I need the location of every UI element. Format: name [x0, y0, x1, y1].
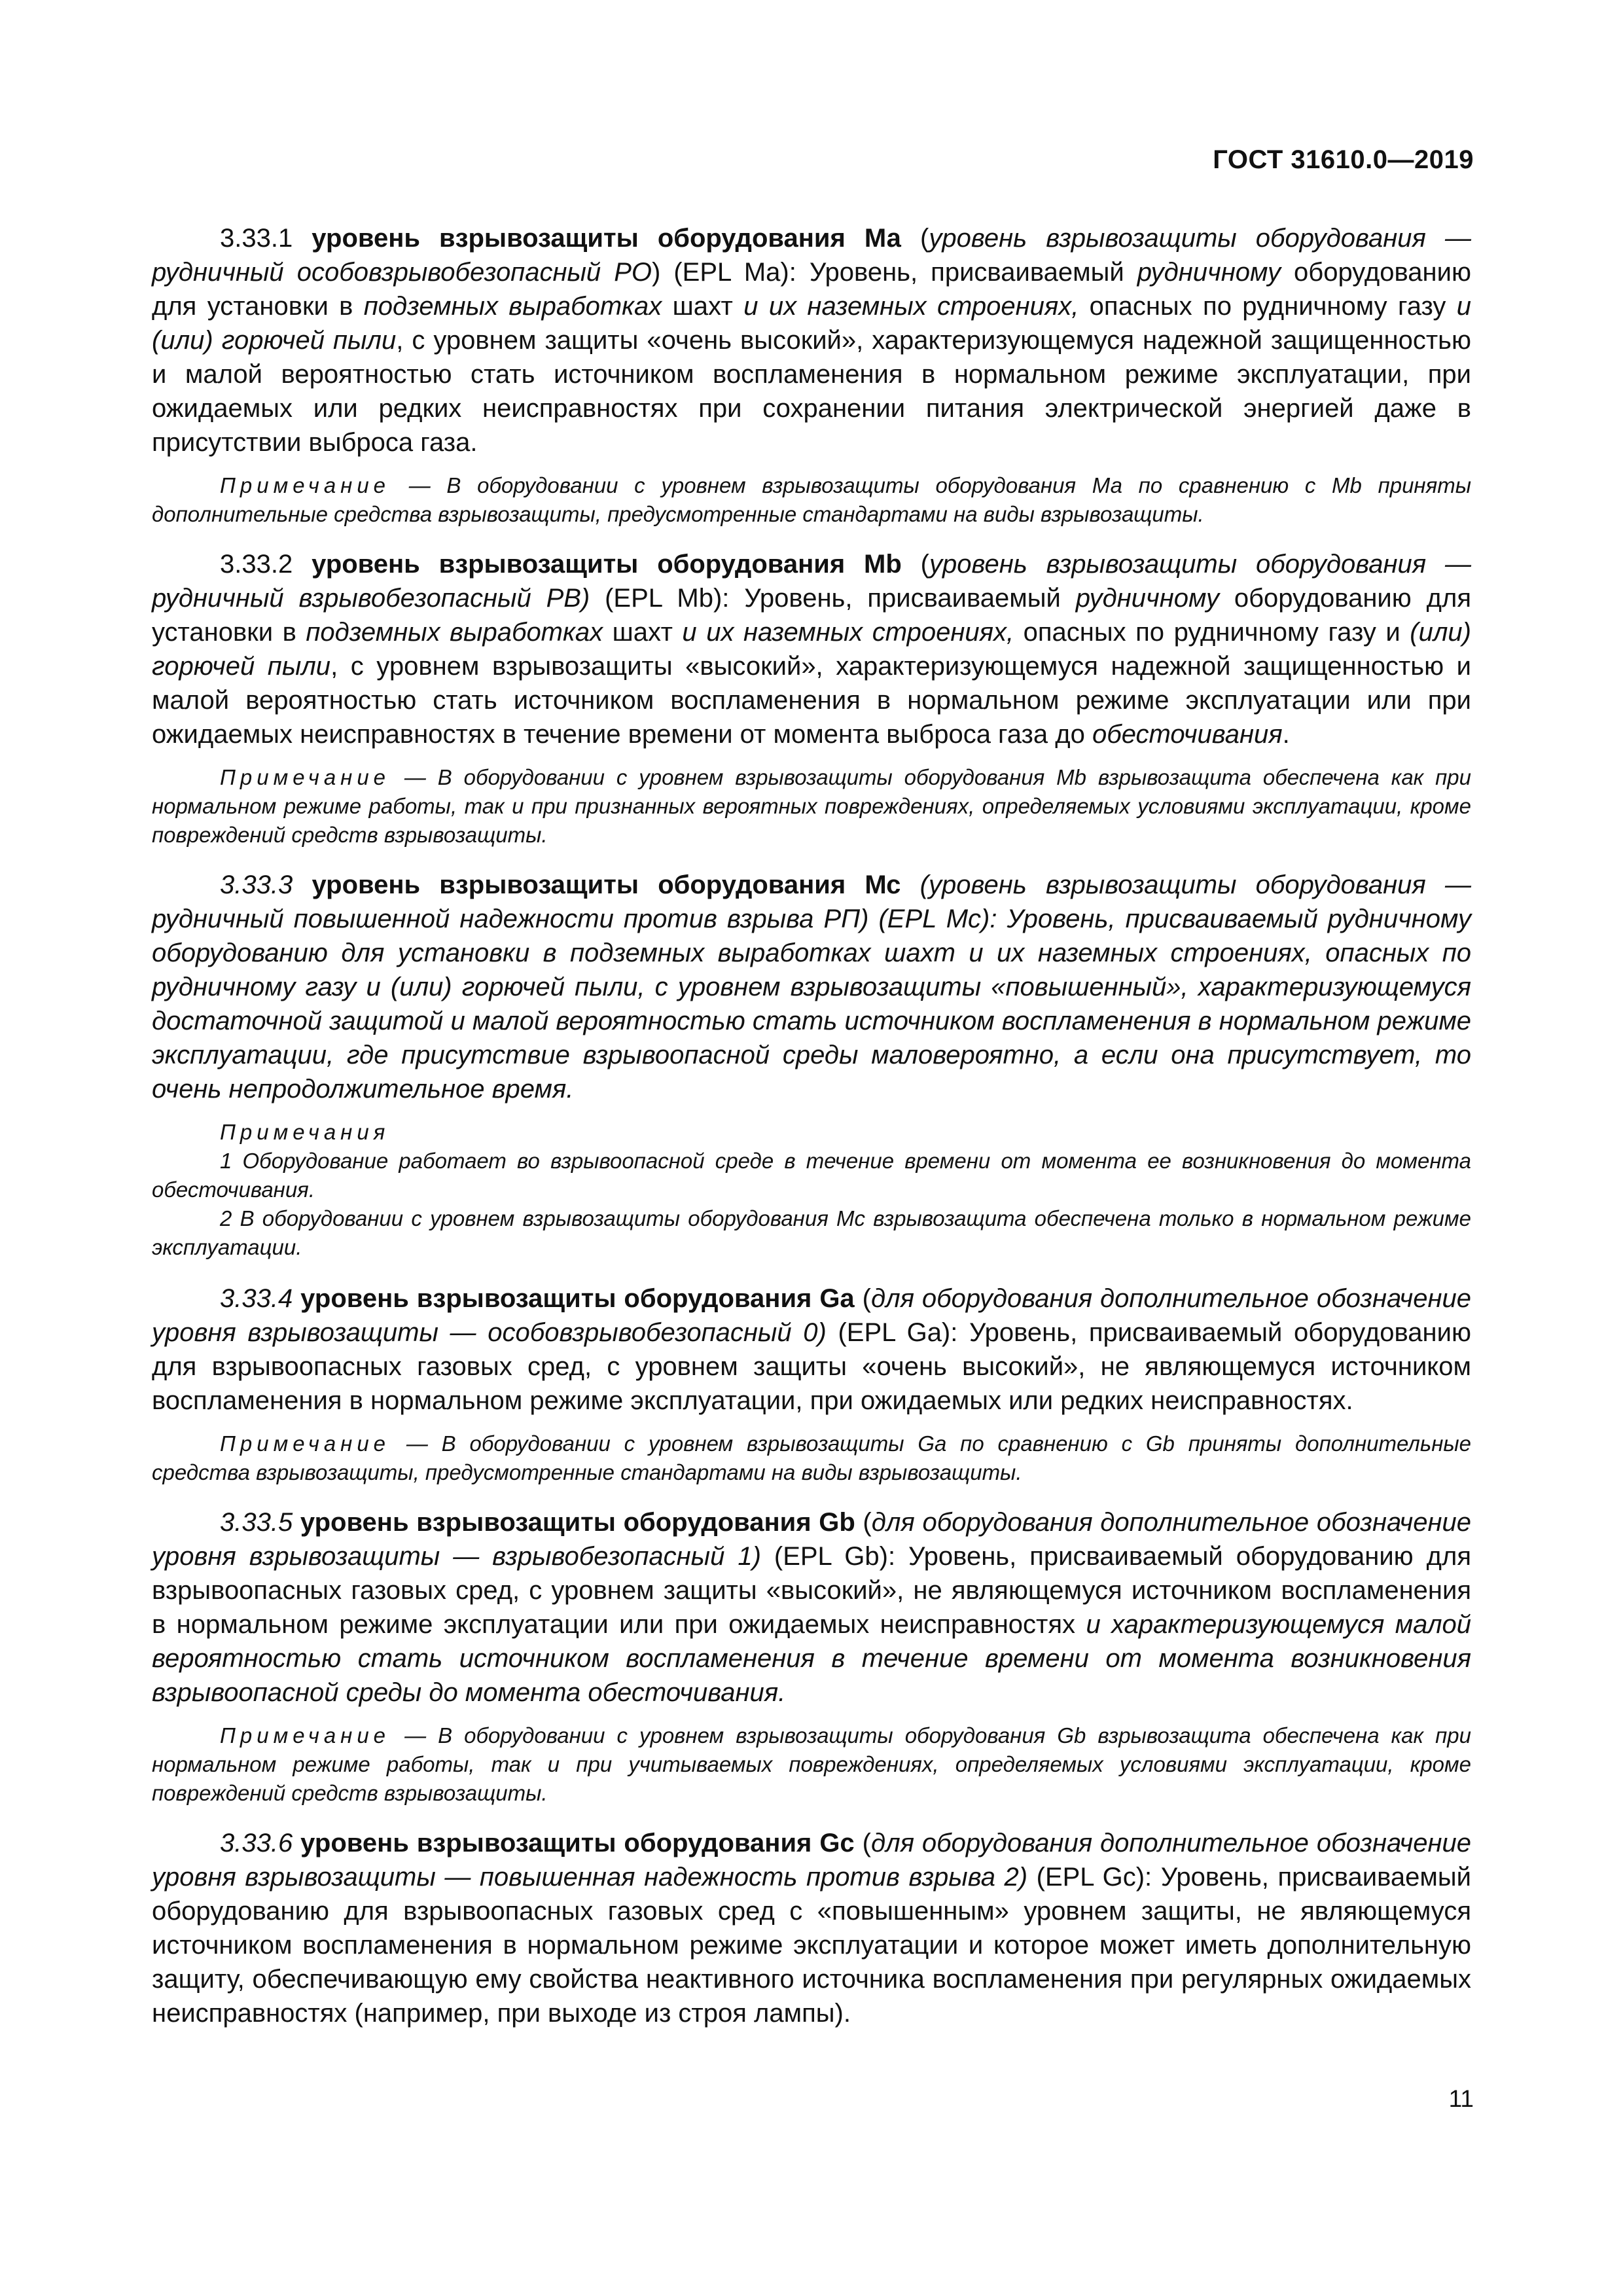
clause-number: 3.33.2 — [220, 550, 293, 579]
term: уровень взрывозащиты оборудования Мс — [312, 870, 901, 899]
page-number: 11 — [1448, 2085, 1474, 2112]
definition-3-33-3: 3.33.3 уровень взрывозащиты оборудования Мс (уровень взрывозащиты оборудования — рудничный повышенной надежности против взрыва РП) (EPL Mc): Уровень, присваиваемый рудничному оборудованию для установки в подземных выработках шахт и их наземных строениях, опасных по рудничному газу и (или) горючей пыли, с уровнем взрывозащиты «повышенный», характеризующемуся достаточной защитой и малой вероятностью стать источником воспламенения в нормальном режиме эксплуатации, где присутствие взрывоопасной среды маловероятно, а если она присутствует, то очень непродолжительное время. — [152, 870, 1471, 1103]
definition-3-33-2: 3.33.2 уровень взрывозащиты оборудования Mb (уровень взрывозащиты оборудования — рудничный взрывобезопасный РВ) (EPL Mb): Уровень, присваиваемый рудничному оборудованию для установки в подземных выработках шахт и их наземных строениях, опасных по рудничному газу и (или) горючей пыли, с уровнем взрывозащиты «высокий», характеризующемуся надежной защищенностью и малой вероятностью стать источником воспламенения в нормальном режиме эксплуатации или при ожидаемых неисправностях в течение времени от момента выброса газа до обесточивания. — [152, 550, 1472, 749]
clause-number: 3.33.1 — [220, 224, 293, 253]
note-text: — В оборудовании с уровнем взрывозащиты оборудования Ма по сравнению с Mb приняты дополнительные средства взрывозащиты, предусмотренные стандартами на виды взрывозащиты. — [152, 473, 1471, 526]
term: уровень взрывозащиты оборудования Mb — [312, 550, 902, 579]
term: уровень взрывозащиты оборудования Ма — [312, 224, 901, 253]
term: уровень взрывозащиты оборудования Gb — [300, 1508, 855, 1537]
document-code-header: ГОСТ 31610.0—2019 — [1213, 145, 1474, 174]
definition-3-33-5: 3.33.5 уровень взрывозащиты оборудования Gb (для оборудования дополнительное обозначение уровня взрывозащиты — взрывобезопасный 1) (EPL Gb): Уровень, присваиваемый оборудованию для взрывоопасных газовых сред, с уровнем защиты «высокий», не являющемуся источником воспламенения в нормальном режиме эксплуатации или при ожидаемых неисправностях и характеризующемуся малой вероятностью стать источником воспламенения в течение времени от момента возникновения взрывоопасной среды до момента обесточивания. — [152, 1508, 1472, 1707]
note-3-33-1 — [152, 471, 1471, 529]
note-3-33-5 — [152, 1721, 1471, 1808]
term: уровень взрывозащиты оборудования Ga — [300, 1284, 855, 1313]
note-text: — В оборудовании с уровнем взрывозащиты Ga по сравнению с Gb приняты дополнительные средства взрывозащиты, предусмотренные стандартами на виды взрывозащиты. — [152, 1431, 1471, 1484]
notes-3-33-3 — [152, 1118, 1471, 1262]
note-3-33-2 — [152, 763, 1471, 850]
notes-heading: Примечания — [220, 1120, 390, 1144]
term: уровень взрывозащиты оборудования Gc — [300, 1829, 855, 1857]
definition-3-33-6: 3.33.6 уровень взрывозащиты оборудования Gc (для оборудования дополнительное обозначение уровня взрывозащиты — повышенная надежность против взрыва 2) (EPL Gc): Уровень, присваиваемый оборудованию для взрывоопасных газовых сред с «повышенным» уровнем защиты, не являющемуся источником воспламенения в нормальном режиме эксплуатации и которое может иметь дополнительную защиту, обеспечивающую ему свойства неактивного источника воспламенения при регулярных ожидаемых неисправностях (например, при выходе из строя лампы). — [152, 1829, 1472, 2028]
note-item-2: 2 В оборудовании с уровнем взрывозащиты оборудования Мс взрывозащита обеспечена только в нормальном режиме эксплуатации. — [152, 1206, 1471, 1259]
clause-number: 3.33.4 — [220, 1284, 293, 1313]
definition-3-33-4: 3.33.4 уровень взрывозащиты оборудования Ga (для оборудования дополнительное обозначение уровня взрывозащиты — особовзрывобезопасный 0) (EPL Ga): Уровень, присваиваемый оборудованию для взрывоопасных газовых сред, с уровнем защиты «очень высокий», не являющемуся источником воспламенения в нормальном режиме эксплуатации, при ожидаемых или редких неисправностях. — [152, 1284, 1472, 1415]
note-item-1: 1 Оборудование работает во взрывоопасной среде в течение времени от момента ее возникновения до момента обесточивания. — [152, 1149, 1471, 1202]
note-label: Примечание — [220, 1723, 391, 1748]
note-text: — В оборудовании с уровнем взрывозащиты оборудования Mb взрывозащита обеспечена как при нормальном режиме работы, так и при признанных вероятных повреждениях, определяемых условиями эксплуатации, кроме повреждений средств взрывозащиты. — [152, 765, 1471, 847]
definition-3-33-1: 3.33.1 уровень взрывозащиты оборудования Ма (уровень взрывозащиты оборудования — рудничный особовзрывобезопасный РО) (EPL Ma): Уровень, присваиваемый рудничному оборудованию для установки в подземных выработках шахт и их наземных строениях, опасных по рудничному газу и (или) горючей пыли, с уровнем защиты «очень высокий», характеризующемуся надежной защищенностью и малой вероятностью стать источником воспламенения в нормальном режиме эксплуатации, при ожидаемых или редких неисправностях при сохранении питания электрической энергией даже в присутствии выброса газа. — [152, 224, 1472, 457]
note-text: — В оборудовании с уровнем взрывозащиты оборудования Gb взрывозащита обеспечена как при нормальном режиме работы, так и при учитываемых повреждениях, определяемых условиями эксплуатации, кроме повреждений средств взрывозащиты. — [152, 1723, 1471, 1805]
document-body — [152, 221, 1471, 2042]
clause-number: 3.33.6 — [220, 1829, 293, 1857]
clause-number: 3.33.3 — [220, 870, 293, 899]
note-3-33-4 — [152, 1429, 1471, 1487]
note-label: Примечание — [220, 473, 391, 497]
note-label: Примечание — [220, 1431, 391, 1456]
clause-number: 3.33.5 — [220, 1508, 293, 1537]
note-label: Примечание — [220, 765, 391, 789]
